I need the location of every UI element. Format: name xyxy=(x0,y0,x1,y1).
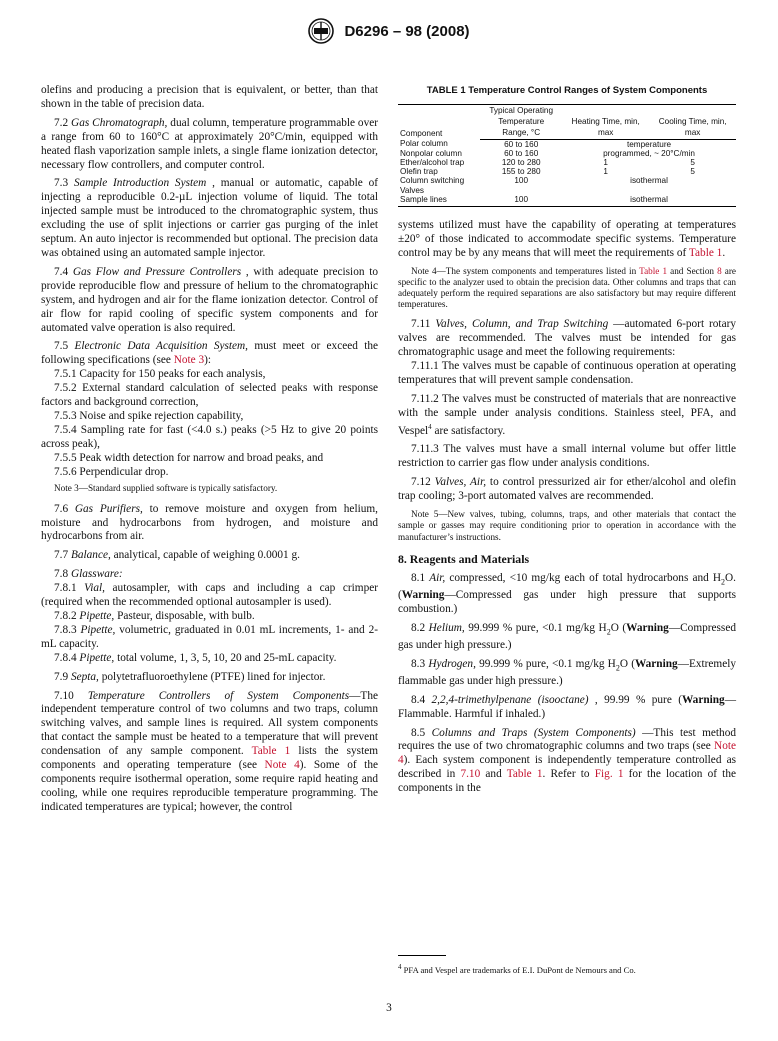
table-cell: 100 xyxy=(480,195,562,207)
note-4-link[interactable]: Note 4 xyxy=(264,759,300,772)
section-7-11-2: 7.11.2 The valves must be constructed of materials that are nonreactive with the sample under analysis conditions. Stainless steel, PFA, and Vespel$^4$ are satisfactory. xyxy=(398,393,736,437)
table-cell: 1 xyxy=(603,157,608,167)
note-4-link[interactable]: Note 4 xyxy=(398,740,736,767)
section-7-5: 7.5 Electronic Data Acquisition System, must meet or exceed the following specifications (see Note 3): xyxy=(41,340,378,367)
table-row xyxy=(398,176,736,185)
section-7-12: 7.12 Valves, Air, to control pressurized air for ether/alcohol and olefin trap cooling; 3-port automated valves are recommended. xyxy=(398,476,737,503)
section-8-4: 8.4 2,2,4-trimethylpenane (isooctane) , 99.99 % pure (Warning—Flammable. Harmful if inhaled.) xyxy=(398,693,736,720)
table-row xyxy=(398,186,736,195)
table-1-link[interactable]: Table 1 xyxy=(251,745,291,758)
table-cell: Column switching xyxy=(400,176,465,186)
table-cell: 1 xyxy=(603,167,608,177)
paragraph-continued-right: systems utilized must have the capability of operating at temperatures ±20° of those indicated to accommodate specific systems. Temperature control may be by any means that will meet the requirements of Table 1. xyxy=(398,218,736,259)
col-header-cooling-1: Cooling Time, min, xyxy=(649,104,736,127)
table-title: TABLE 1 Temperature Control Ranges of System Components xyxy=(426,85,708,96)
col-header-component: Component xyxy=(398,104,480,139)
section-7-8: 7.8 Glassware: xyxy=(54,568,123,581)
section-7-8-3: 7.8.3 Pipette, volumetric, graduated in 0.01 mL increments, 1- and 2-mL capacity. xyxy=(41,623,379,650)
col-header-cooling-2: max xyxy=(649,127,736,139)
note-5: Note 5—New valves, tubing, columns, traps, and other materials that contact the sample or gasses may require conditioning prior to operation in accordance with the manufacturer’s instructions. xyxy=(398,509,737,542)
left-column xyxy=(41,84,378,820)
document-id: D6296 – 98 (2008) xyxy=(344,22,470,40)
table-row xyxy=(398,158,736,167)
table-cell: Sample lines xyxy=(398,195,480,207)
section-7-6: 7.6 Gas Purifiers, to remove moisture and oxygen from helium, moisture and hydrocarbons from hydrogen, and moisture and hydrocarbons from air. xyxy=(41,502,378,543)
section-7-5-6: 7.5.6 Perpendicular drop. xyxy=(54,465,169,478)
table-cell: temperature xyxy=(626,139,672,149)
section-8-link[interactable]: 8 xyxy=(717,265,722,276)
section-7-8-2: 7.8.2 Pipette, Pasteur, disposable, with bulb. xyxy=(54,610,255,623)
table-cell: Ether/alcohol trap xyxy=(400,157,465,167)
section-7-8-1: 7.8.1 Vial, autosampler, with caps and including a cap crimper (required when the recommended optional autosampler is used). xyxy=(41,582,378,609)
table-cell: Nonpolar column xyxy=(400,148,462,158)
col-header-heating-2: max xyxy=(562,127,649,139)
table-1-link[interactable]: Table 1 xyxy=(506,768,543,781)
col-header-range-2: Temperature xyxy=(498,117,545,127)
section-8-2: 8.2 Helium, 99.999 % pure, <0.1 mg/kg $H_2O$ (Warning—Compressed gas under high pressure.) xyxy=(398,621,736,651)
table-1-link[interactable]: Table 1 xyxy=(639,265,668,276)
table-cell: 100 xyxy=(514,176,529,186)
table-1 xyxy=(398,84,736,207)
section-7-7: 7.7 Balance, analytical, capable of weighing 0.0001 g. xyxy=(54,549,300,562)
section-7-11-1: 7.11.1 The valves must be capable of continuous operation at operating temperatures that will prevent sample condensation. xyxy=(398,360,736,387)
figure-1-link[interactable]: Fig. 1 xyxy=(594,768,624,781)
section-7-9: 7.9 Septa, polytetrafluoroethylene (PTFE) lined for injector. xyxy=(54,670,326,683)
table-cell: isothermal xyxy=(562,195,736,207)
table-cell xyxy=(562,186,736,195)
section-7-5-1: 7.5.1 Capacity for 150 peaks for each analysis, xyxy=(54,368,266,381)
table-row xyxy=(398,149,736,158)
section-7-5-3: 7.5.3 Noise and spike rejection capability, xyxy=(54,409,244,422)
table-cell: 60 to 160 xyxy=(504,139,539,149)
section-7-3: 7.3 Sample Introduction System , manual or automatic, capable of injecting a reproducible 0.2-µL injection volume of liquid. The total injected sample must be introduced to the chromatographic system, thus excluding the use of split injections or carrier gas purging of the inlet septum. An auto injector is recommended but optional. The precision data was obtained using an automated sample injector. xyxy=(41,177,378,259)
col-header-range-3: Range, °C xyxy=(480,127,562,139)
section-7-10-link[interactable]: 7.10 xyxy=(460,768,481,781)
table-1-link[interactable]: Table 1 xyxy=(688,246,723,259)
paragraph-continued: olefins and producing a precision that is equivalent, or better, than that shown in the table of precision data. xyxy=(41,84,378,110)
right-column xyxy=(398,84,736,801)
table-cell xyxy=(480,186,562,195)
table-cell: 155 to 280 xyxy=(501,167,541,177)
table-cell: Valves xyxy=(400,185,424,195)
table-cell: 5 xyxy=(690,167,695,177)
footnote: $^4$ PFA and Vespel are trademarks of E.I. DuPont de Nemours and Co. xyxy=(398,963,636,975)
table-cell: 120 to 280 xyxy=(501,157,541,167)
table-cell: Polar column xyxy=(400,139,448,149)
table-cell: isothermal xyxy=(630,176,668,186)
table-cell: Olefin trap xyxy=(400,167,438,177)
section-8-5: 8.5 Columns and Traps (System Components) —This test method requires the use of two chromatographic columns and two traps (see Note 4). Each system component is independently temperature controlled as described in 7.10 and Table 1. Refer to Fig. 1 for the location of the components in the xyxy=(398,726,736,795)
section-7-5-4: 7.5.4 Sampling rate for fast (<4.0 s.) peaks (>5 Hz to give 20 points across peak), xyxy=(41,423,378,450)
astm-logo-icon xyxy=(308,18,334,44)
note-4: Note 4—The system components and temperatures listed in Table 1 and Section 8 are specific to the analyzer used to obtain the precision data. Other columns and traps that can adequately perform the required separations are also satisfactory but may require different temperatures. xyxy=(398,265,736,310)
table-cell: programmed, ~ 20°C/min xyxy=(603,148,695,158)
col-header-range-1: Typical Operating xyxy=(480,104,562,116)
table-row xyxy=(398,167,736,176)
section-8-1: 8.1 Air, compressed, <10 mg/kg each of total hydrocarbons and $H_2O$. (Warning—Compressed gas under high pressure that supports combustion.) xyxy=(398,571,736,615)
section-7-5-5: 7.5.5 Peak width detection for narrow and broad peaks, and xyxy=(54,451,324,464)
table-cell: 5 xyxy=(690,157,695,167)
note-3: Note 3—Standard supplied software is typically satisfactory. xyxy=(54,483,278,494)
section-7-2: 7.2 Gas Chromatograph, dual column, temperature programmable over a range from 60 to 160°C at approximately 20°C/min, equipped with heated flash vaporization sample inlets, a single flame ionization detector, necessary flow controllers, and computer control. xyxy=(41,116,379,171)
section-7-8-4: 7.8.4 Pipette, total volume, 1, 3, 5, 10, 20 and 25-mL capacity. xyxy=(54,651,337,664)
section-7-11-3: 7.11.3 The valves must have a small internal volume but offer little restriction to carrier gas flow under analysis conditions. xyxy=(398,443,736,470)
footnote-rule xyxy=(398,955,446,956)
section-7-5-2: 7.5.2 External standard calculation of selected peaks with response factors and background correction, xyxy=(41,382,378,409)
col-header-heating-1: Heating Time, min, xyxy=(562,104,649,127)
note-3-link[interactable]: Note 3 xyxy=(173,354,205,367)
section-8-heading: 8. Reagents and Materials xyxy=(398,551,530,566)
page-header xyxy=(0,18,778,44)
table-row xyxy=(398,139,736,149)
section-8-3: 8.3 Hydrogen, 99.999 % pure, <0.1 mg/kg $H_2O$ (Warning—Extremely flammable gas under high pressure.) xyxy=(398,657,737,687)
table-cell: 60 to 160 xyxy=(504,148,539,158)
section-7-11: 7.11 Valves, Column, and Trap Switching —automated 6-port rotary valves are recommended. The valves must be intended for gas chromatographic usage and meet the following requirements: xyxy=(398,318,736,359)
section-7-4: 7.4 Gas Flow and Pressure Controllers , with adequate precision to provide reproducible flow and pressure of helium to the chromatographic system, and hydrogen and air for the flame ionization detector. Control of air flow for rapid cooling of specific system components and for automated valve operation is also required. xyxy=(41,265,379,334)
section-7-10: 7.10 Temperature Controllers of System Components—The independent temperature control of two columns and two traps, column switching valves, and sample lines is required. All system components that contact the sample must be heated to a temperature that will prevent condensation of any sample component. Table 1 lists the system components and operating temperature (see Note 4). Some of the components require isothermal operation, some require rapid heating and cooling, while one requires reproducible temperature programming. The indicated temperatures are typical; however, the control xyxy=(41,689,379,813)
temperature-table xyxy=(398,104,736,207)
page-number: 3 xyxy=(386,1002,392,1014)
table-row xyxy=(398,195,736,207)
